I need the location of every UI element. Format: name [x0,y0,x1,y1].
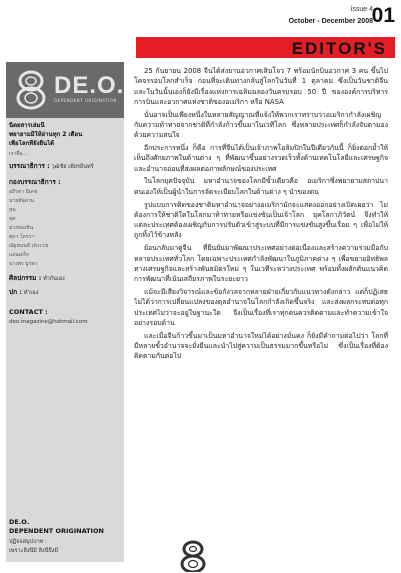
cover-name: ทำเอง [23,290,39,296]
board-member: ทุน [9,207,16,213]
artist-label: ศิลปกรรม : [9,274,42,282]
masthead-sidebar [6,62,124,562]
board-label: กองบรรณาธิการ : [9,178,61,186]
board-member: นางพร บูรพา [9,261,38,267]
article-paragraph: 25 กันยายน 2008 จีนได้ส่งยานอวกาศเสินโจว 7 พร้อมนักบินอวกาศ 3 คน ขึ้นไปโคจรรอบโลกสำเร็จ ก่อนที่จะเดินทางกลับสู่โลกในวันที่ 1 ตุลาคม ซึ่งเป็นวันชาติจีน และในวันนั้นเองก็ยังมีเรื่องแห่งการเฉลิมฉลองวันครบรอบ 50 ปี ขององค์การบริหารการบินและอวกาศแห่งชาติของอเมริกา หรือ NASA [134,67,388,106]
footer-org-full: DEPENDENT ORIGINATION [9,527,104,535]
editor-line [9,162,121,171]
board-member: ศุภา โทรรา [9,234,35,240]
tagline-1: นิตยสารเล่มนี้ [9,122,45,129]
board-member: นายสันดาน [9,198,35,204]
article-paragraph: ในโลกยุคปัจจุบัน มหาอำนาจของโลกมีขั้วเดียวคือ อเมริกาซึ่งพยายามสถาปนาตนเองให้เป็นผู้นำในการจัดระเบียบโลกในด้านต่าง ๆ นำของตน [134,177,388,196]
article-paragraph: และเมื่อจีนก้าวขึ้นมาเป็นมหาอำนาจใหม่ได้อย่างมั่นคง ก็ยังมีคำถามต่อไปว่า โลกที่มีหลายขั้วอำนาจจะยั่งยืนและนำไปสู่ความเป็นธรรมมากขึ้นหรือไม่ ซึ่งเป็นเรื่องที่ต้องติดตามกันต่อไป [134,331,388,361]
artist-line [9,274,121,283]
editor-name: วุฒิชัย เพียรอินทร์ [51,164,94,170]
section-title: EDITOR'S [291,39,387,58]
editor-label: บรรณาธิการ : [9,162,50,170]
issue-date-range: October - December 2008 [288,18,373,25]
board-member: อภิรดา มีเดช [9,189,38,195]
board-member: ม่วงทองหิน [9,225,33,231]
tagline-3: เพื่อโลกที่ยั่งยืนได้ [9,140,55,147]
article-paragraph: รูปแบบการคิดของชาติมหาอำนาจอย่างอเมริกามักจะแสดงออกอย่างเปิดเผยว่า ไม่ต้องการให้ชาติใดในโลกมาท้าทายหรือแข่งขันเป็นเจ้าโลก ยุคโลกาภิวัตน์ จึงทำให้แต่ละประเทศต้องเผชิญกับการปรับตัวเข้าสู่ระบบที่มีการแข่งขันสูงขึ้นเรื่อย ๆ เพื่อไม่ให้ถูกทิ้งไว้ข้างหลัง [134,200,388,240]
article-paragraph: ย้อนกลับมาดูจีน ที่ยืนยันมาพัฒนาประเทศอย่างต่อเนื่องและสร้างความร่วมมือกับหลายประเทศทั่วโลก โดยเฉพาะประเทศกำลังพัฒนาในภูมิภาคต่าง ๆ เพื่อขยายอิทธิพลทางเศรษฐกิจและสร้างพันธมิตรใหม่ ๆ ในเวทีระหว่างประเทศ พร้อมทั้งผลักดันแนวคิดการพัฒนาที่เน้นเสถียรภาพในระยะยาว [134,244,388,284]
contact-label: CONTACT : [9,308,48,316]
article-paragraph: นั่นอาจเป็นเพียงหนึ่งในหลายสัญญาณที่แจ้งให้พวกเราทราบว่าอเมริกากำลังเผชิญกับความท้าทายจากชาติที่กำลังก้าวขึ้นมาในเวทีโลก ซึ่งหลายประเทศก็กำลังจับตามองด้วยความสนใจ [134,110,388,140]
footer-emblem-icon [176,540,210,572]
board-member: ทุต [9,216,16,222]
logo-wordmark: DE.O. [54,72,125,99]
footer-line-2: เพราะสิ่งนี้มี สิ่งนี้จึงมี [9,548,59,554]
issue-number: 01 [371,4,395,27]
logo-emblem-icon [14,70,48,110]
article-paragraph: อีกประการหนึ่ง ก็คือ การที่จีนได้เป็นเจ้าภาพโอลิมปิกในปีเดียวกันนี้ ก็ยิ่งตอกย้ำให้เห็นถึงศักยภาพในด้านต่าง ๆ ที่พัฒนาขึ้นอย่างรวดเร็วทั้งด้านเทคโนโลยีและเศรษฐกิจ และอำนาจอ่อนที่ส่งผลต่อภาพลักษณ์ของประเทศ [134,144,388,173]
article-paragraph: แม้จะมีเสียงวิจารณ์และข้อกังวลจากหลายฝ่ายเกี่ยวกับแนวทางดังกล่าว แต่ก็ปฏิเสธไม่ได้ว่าการเปลี่ยนแปลงของดุลอำนาจในโลกกำลังเกิดขึ้นจริง และส่งผลกระทบต่อทุกประเทศไม่ว่าจะอยู่ในฐานะใด จึงเป็นเรื่องที่เราทุกคนควรติดตามและทำความเข้าใจอย่างรอบด้าน [134,287,388,327]
logo-subtext: DEPENDENT ORIGINATION [54,98,117,103]
cover-line [9,288,121,297]
issue-label: issue 4 [350,6,373,13]
tagline-4: เราคือ... [9,151,28,157]
editorial-article [134,66,388,559]
footer-org: DE.O. [9,518,30,526]
footer-line-1: ปฏิจจสมุปบาท : [9,539,47,545]
logo-block [6,62,124,118]
contact-email[interactable]: deo.magazine@hotmail.com [9,319,88,325]
cover-label: ปก : [9,288,22,296]
board-member: ณัฐชนนท์ ประเวช [9,243,48,249]
tagline-2: พยายามมีให้อ่านทุก 2 เดือน [9,131,83,138]
board-member: แอนเดร็ก [9,252,30,258]
artist-name: ทำกันเอง [43,276,65,282]
